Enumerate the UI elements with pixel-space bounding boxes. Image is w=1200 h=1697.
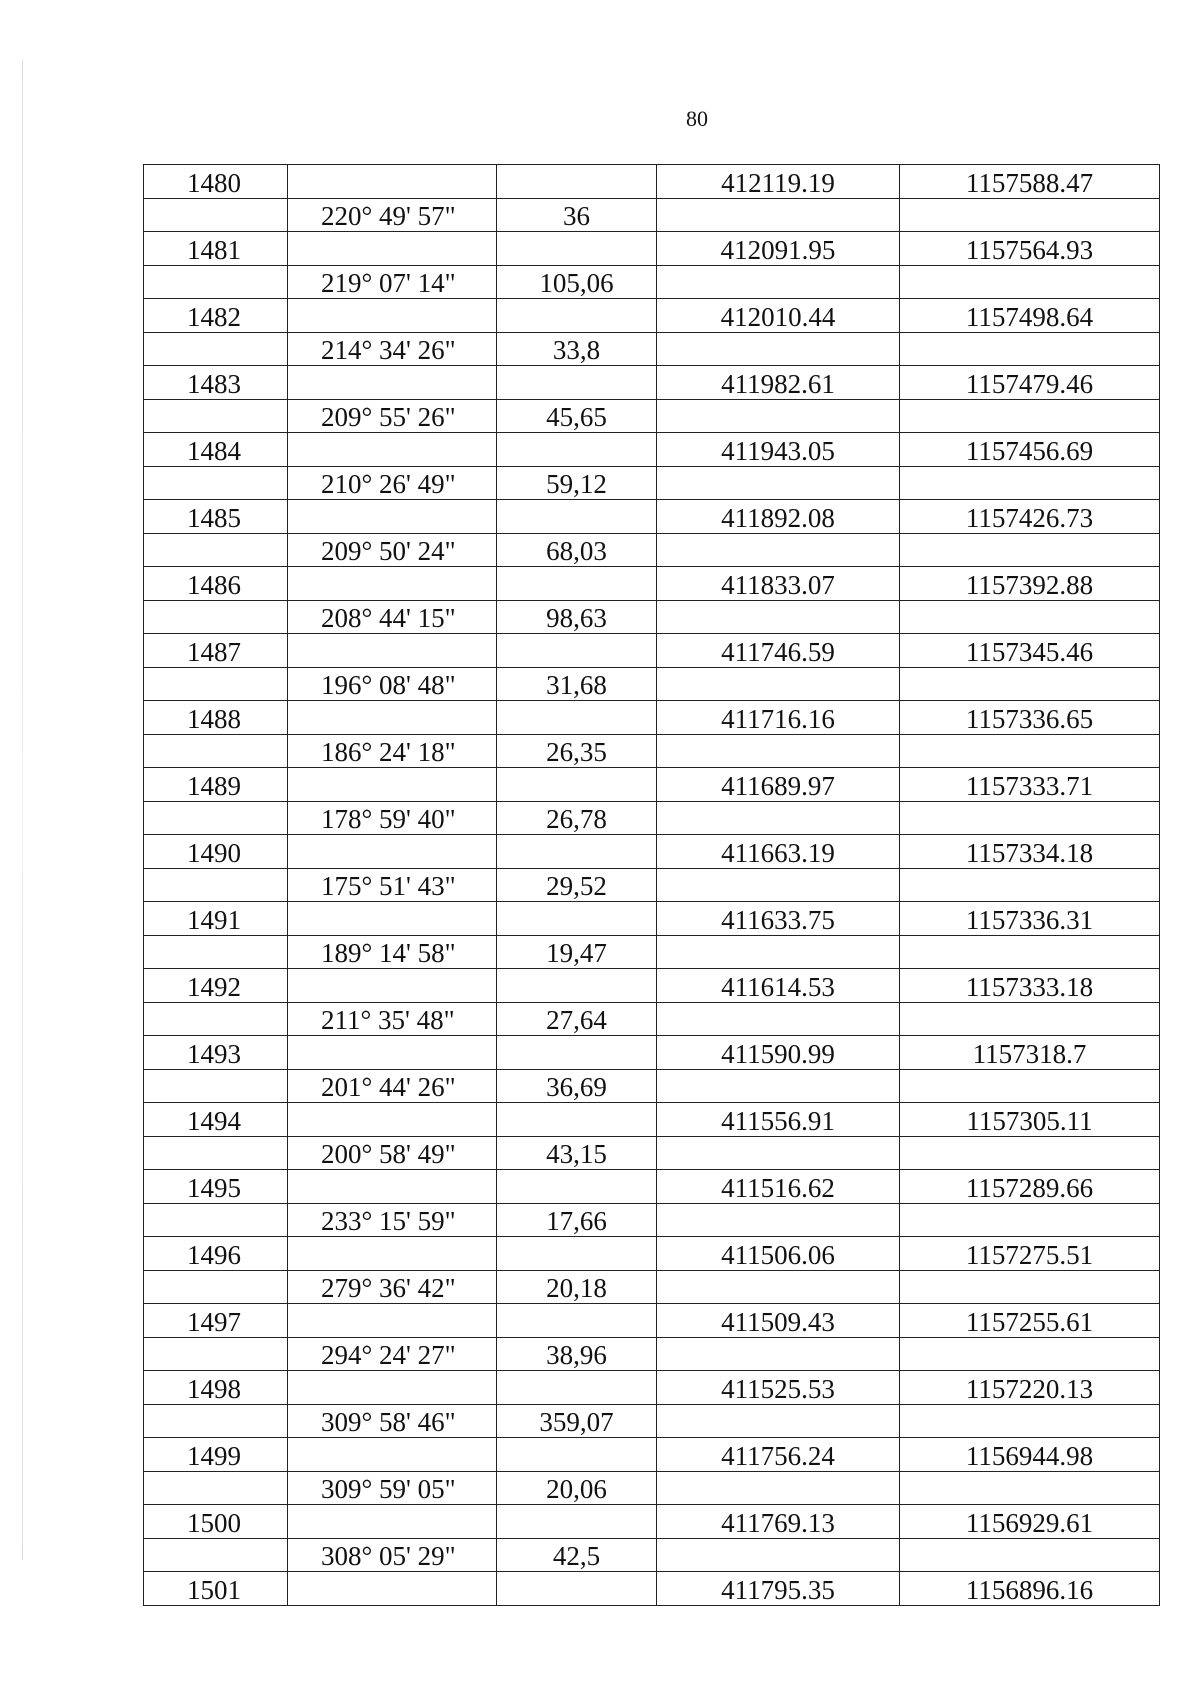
x-coordinate-cell [657,801,900,835]
point-number-cell [144,1002,288,1036]
y-coordinate-cell: 1157334.18 [900,835,1160,869]
y-coordinate-cell [900,1337,1160,1371]
y-coordinate-cell [900,1270,1160,1304]
x-coordinate-cell: 411689.97 [657,768,900,802]
direction-angle-cell: 211° 35' 48" [288,1002,497,1036]
point-number-cell: 1484 [144,433,288,467]
point-row [144,299,1160,333]
scan-edge [22,60,23,1560]
distance-cell: 42,5 [497,1538,657,1572]
x-coordinate-cell: 411756.24 [657,1438,900,1472]
y-coordinate-cell: 1157588.47 [900,165,1160,199]
point-row [144,1304,1160,1338]
point-row [144,1438,1160,1472]
segment-row [144,265,1160,299]
point-number-cell: 1487 [144,634,288,668]
point-number-cell [144,198,288,232]
direction-angle-cell: 209° 55' 26" [288,399,497,433]
direction-angle-cell [288,768,497,802]
direction-angle-cell [288,1103,497,1137]
distance-cell: 27,64 [497,1002,657,1036]
x-coordinate-cell [657,332,900,366]
x-coordinate-cell [657,1270,900,1304]
y-coordinate-cell: 1157498.64 [900,299,1160,333]
direction-angle-cell [288,634,497,668]
point-number-cell: 1497 [144,1304,288,1338]
direction-angle-cell: 200° 58' 49" [288,1136,497,1170]
point-number-cell [144,801,288,835]
point-row [144,500,1160,534]
point-row [144,567,1160,601]
point-number-cell [144,332,288,366]
direction-angle-cell: 208° 44' 15" [288,600,497,634]
point-number-cell: 1499 [144,1438,288,1472]
segment-row [144,734,1160,768]
x-coordinate-cell [657,868,900,902]
distance-cell [497,1505,657,1539]
segment-row [144,1069,1160,1103]
y-coordinate-cell [900,667,1160,701]
point-row [144,1572,1160,1606]
x-coordinate-cell [657,1002,900,1036]
distance-cell: 17,66 [497,1203,657,1237]
point-number-cell [144,1069,288,1103]
point-number-cell [144,1337,288,1371]
distance-cell: 36 [497,198,657,232]
segment-row [144,801,1160,835]
y-coordinate-cell: 1157220.13 [900,1371,1160,1405]
distance-cell: 36,69 [497,1069,657,1103]
segment-row [144,1203,1160,1237]
x-coordinate-cell [657,935,900,969]
distance-cell: 45,65 [497,399,657,433]
y-coordinate-cell: 1157275.51 [900,1237,1160,1271]
point-row [144,1103,1160,1137]
point-row [144,835,1160,869]
point-number-cell: 1480 [144,165,288,199]
direction-angle-cell [288,1304,497,1338]
distance-cell [497,500,657,534]
point-number-cell: 1482 [144,299,288,333]
x-coordinate-cell [657,1069,900,1103]
direction-angle-cell: 209° 50' 24" [288,533,497,567]
x-coordinate-cell [657,600,900,634]
direction-angle-cell: 178° 59' 40" [288,801,497,835]
point-number-cell [144,533,288,567]
direction-angle-cell [288,1170,497,1204]
distance-cell: 38,96 [497,1337,657,1371]
y-coordinate-cell [900,1002,1160,1036]
y-coordinate-cell: 1156944.98 [900,1438,1160,1472]
point-row [144,366,1160,400]
distance-cell [497,902,657,936]
direction-angle-cell [288,969,497,1003]
distance-cell [497,366,657,400]
point-number-cell [144,935,288,969]
x-coordinate-cell: 411833.07 [657,567,900,601]
distance-cell [497,1371,657,1405]
point-row [144,1036,1160,1070]
y-coordinate-cell: 1157255.61 [900,1304,1160,1338]
x-coordinate-cell [657,1136,900,1170]
direction-angle-cell [288,232,497,266]
direction-angle-cell: 309° 58' 46" [288,1404,497,1438]
y-coordinate-cell [900,399,1160,433]
point-number-cell [144,399,288,433]
direction-angle-cell: 189° 14' 58" [288,935,497,969]
point-row [144,768,1160,802]
x-coordinate-cell [657,667,900,701]
y-coordinate-cell: 1157333.71 [900,768,1160,802]
point-row [144,1170,1160,1204]
y-coordinate-cell: 1157426.73 [900,500,1160,534]
segment-row [144,1471,1160,1505]
distance-cell [497,232,657,266]
point-row [144,969,1160,1003]
y-coordinate-cell: 1157305.11 [900,1103,1160,1137]
x-coordinate-cell: 411525.53 [657,1371,900,1405]
distance-cell: 19,47 [497,935,657,969]
segment-row [144,1538,1160,1572]
point-number-cell: 1491 [144,902,288,936]
y-coordinate-cell [900,1471,1160,1505]
x-coordinate-cell [657,399,900,433]
distance-cell: 68,03 [497,533,657,567]
x-coordinate-cell: 411633.75 [657,902,900,936]
direction-angle-cell [288,433,497,467]
direction-angle-cell [288,1438,497,1472]
y-coordinate-cell [900,734,1160,768]
x-coordinate-cell: 412091.95 [657,232,900,266]
x-coordinate-cell [657,1337,900,1371]
point-number-cell: 1496 [144,1237,288,1271]
distance-cell [497,1103,657,1137]
direction-angle-cell [288,835,497,869]
point-number-cell [144,868,288,902]
direction-angle-cell [288,701,497,735]
point-number-cell [144,1404,288,1438]
y-coordinate-cell: 1157333.18 [900,969,1160,1003]
segment-row [144,600,1160,634]
x-coordinate-cell: 411506.06 [657,1237,900,1271]
point-number-cell [144,265,288,299]
direction-angle-cell: 175° 51' 43" [288,868,497,902]
x-coordinate-cell: 411892.08 [657,500,900,534]
segment-row [144,868,1160,902]
x-coordinate-cell [657,1471,900,1505]
y-coordinate-cell: 1157345.46 [900,634,1160,668]
distance-cell [497,433,657,467]
y-coordinate-cell [900,198,1160,232]
point-row [144,701,1160,735]
direction-angle-cell: 214° 34' 26" [288,332,497,366]
segment-row [144,1337,1160,1371]
direction-angle-cell: 219° 07' 14" [288,265,497,299]
point-number-cell: 1485 [144,500,288,534]
y-coordinate-cell: 1157336.65 [900,701,1160,735]
y-coordinate-cell: 1157564.93 [900,232,1160,266]
direction-angle-cell [288,567,497,601]
x-coordinate-cell: 411509.43 [657,1304,900,1338]
point-number-cell: 1489 [144,768,288,802]
direction-angle-cell [288,366,497,400]
point-row [144,232,1160,266]
direction-angle-cell [288,165,497,199]
distance-cell: 43,15 [497,1136,657,1170]
direction-angle-cell: 309° 59' 05" [288,1471,497,1505]
x-coordinate-cell: 412010.44 [657,299,900,333]
point-number-cell: 1492 [144,969,288,1003]
distance-cell [497,1036,657,1070]
point-row [144,634,1160,668]
direction-angle-cell [288,1371,497,1405]
distance-cell: 59,12 [497,466,657,500]
x-coordinate-cell [657,265,900,299]
point-number-cell: 1493 [144,1036,288,1070]
distance-cell: 26,35 [497,734,657,768]
point-row [144,1237,1160,1271]
point-number-cell: 1494 [144,1103,288,1137]
segment-row [144,935,1160,969]
distance-cell [497,701,657,735]
point-number-cell: 1488 [144,701,288,735]
distance-cell: 359,07 [497,1404,657,1438]
direction-angle-cell: 233° 15' 59" [288,1203,497,1237]
coordinates-table [143,164,1160,1606]
segment-row [144,1404,1160,1438]
direction-angle-cell [288,902,497,936]
x-coordinate-cell: 411590.99 [657,1036,900,1070]
y-coordinate-cell [900,1404,1160,1438]
x-coordinate-cell [657,1203,900,1237]
point-row [144,433,1160,467]
x-coordinate-cell: 411746.59 [657,634,900,668]
point-number-cell [144,466,288,500]
segment-row [144,667,1160,701]
distance-cell [497,969,657,1003]
y-coordinate-cell: 1157318.7 [900,1036,1160,1070]
y-coordinate-cell: 1157289.66 [900,1170,1160,1204]
x-coordinate-cell [657,1538,900,1572]
distance-cell: 33,8 [497,332,657,366]
direction-angle-cell: 196° 08' 48" [288,667,497,701]
x-coordinate-cell: 411943.05 [657,433,900,467]
y-coordinate-cell: 1157392.88 [900,567,1160,601]
x-coordinate-cell [657,533,900,567]
x-coordinate-cell: 411795.35 [657,1572,900,1606]
point-number-cell: 1498 [144,1371,288,1405]
point-number-cell [144,667,288,701]
x-coordinate-cell: 411982.61 [657,366,900,400]
point-number-cell: 1486 [144,567,288,601]
point-number-cell: 1481 [144,232,288,266]
distance-cell: 20,06 [497,1471,657,1505]
segment-row [144,466,1160,500]
x-coordinate-cell [657,1404,900,1438]
direction-angle-cell [288,1237,497,1271]
direction-angle-cell: 308° 05' 29" [288,1538,497,1572]
distance-cell: 26,78 [497,801,657,835]
y-coordinate-cell: 1156929.61 [900,1505,1160,1539]
x-coordinate-cell: 411769.13 [657,1505,900,1539]
point-number-cell: 1490 [144,835,288,869]
direction-angle-cell [288,1505,497,1539]
distance-cell: 20,18 [497,1270,657,1304]
distance-cell [497,1237,657,1271]
y-coordinate-cell [900,466,1160,500]
point-row [144,1371,1160,1405]
point-row [144,165,1160,199]
segment-row [144,1270,1160,1304]
x-coordinate-cell: 411516.62 [657,1170,900,1204]
direction-angle-cell: 210° 26' 49" [288,466,497,500]
direction-angle-cell: 279° 36' 42" [288,1270,497,1304]
y-coordinate-cell [900,1069,1160,1103]
y-coordinate-cell: 1157336.31 [900,902,1160,936]
y-coordinate-cell [900,533,1160,567]
point-number-cell [144,1270,288,1304]
y-coordinate-cell [900,332,1160,366]
point-number-cell [144,1136,288,1170]
segment-row [144,332,1160,366]
distance-cell: 31,68 [497,667,657,701]
distance-cell [497,835,657,869]
distance-cell: 98,63 [497,600,657,634]
y-coordinate-cell [900,265,1160,299]
direction-angle-cell [288,1572,497,1606]
distance-cell [497,1304,657,1338]
point-number-cell: 1501 [144,1572,288,1606]
point-row [144,902,1160,936]
direction-angle-cell: 201° 44' 26" [288,1069,497,1103]
x-coordinate-cell [657,198,900,232]
page-number: 80 [686,106,708,131]
point-number-cell: 1500 [144,1505,288,1539]
point-number-cell [144,600,288,634]
y-coordinate-cell [900,868,1160,902]
x-coordinate-cell: 411614.53 [657,969,900,1003]
point-number-cell: 1483 [144,366,288,400]
x-coordinate-cell: 411716.16 [657,701,900,735]
distance-cell [497,299,657,333]
direction-angle-cell [288,1036,497,1070]
point-number-cell [144,1538,288,1572]
direction-angle-cell: 220° 49' 57" [288,198,497,232]
coordinates-table-body [144,165,1160,1606]
y-coordinate-cell: 1157456.69 [900,433,1160,467]
distance-cell: 105,06 [497,265,657,299]
y-coordinate-cell: 1157479.46 [900,366,1160,400]
distance-cell [497,634,657,668]
point-row [144,1505,1160,1539]
point-number-cell [144,1471,288,1505]
x-coordinate-cell: 412119.19 [657,165,900,199]
distance-cell: 29,52 [497,868,657,902]
direction-angle-cell: 294° 24' 27" [288,1337,497,1371]
direction-angle-cell [288,299,497,333]
y-coordinate-cell [900,1203,1160,1237]
x-coordinate-cell: 411556.91 [657,1103,900,1137]
distance-cell [497,1572,657,1606]
distance-cell [497,1170,657,1204]
x-coordinate-cell: 411663.19 [657,835,900,869]
point-number-cell: 1495 [144,1170,288,1204]
x-coordinate-cell [657,734,900,768]
y-coordinate-cell [900,1136,1160,1170]
direction-angle-cell [288,500,497,534]
segment-row [144,198,1160,232]
distance-cell [497,768,657,802]
segment-row [144,533,1160,567]
y-coordinate-cell: 1156896.16 [900,1572,1160,1606]
segment-row [144,1002,1160,1036]
y-coordinate-cell [900,600,1160,634]
y-coordinate-cell [900,1538,1160,1572]
y-coordinate-cell [900,935,1160,969]
point-number-cell [144,1203,288,1237]
y-coordinate-cell [900,801,1160,835]
x-coordinate-cell [657,466,900,500]
segment-row [144,1136,1160,1170]
distance-cell [497,567,657,601]
segment-row [144,399,1160,433]
distance-cell [497,165,657,199]
point-number-cell [144,734,288,768]
direction-angle-cell: 186° 24' 18" [288,734,497,768]
distance-cell [497,1438,657,1472]
